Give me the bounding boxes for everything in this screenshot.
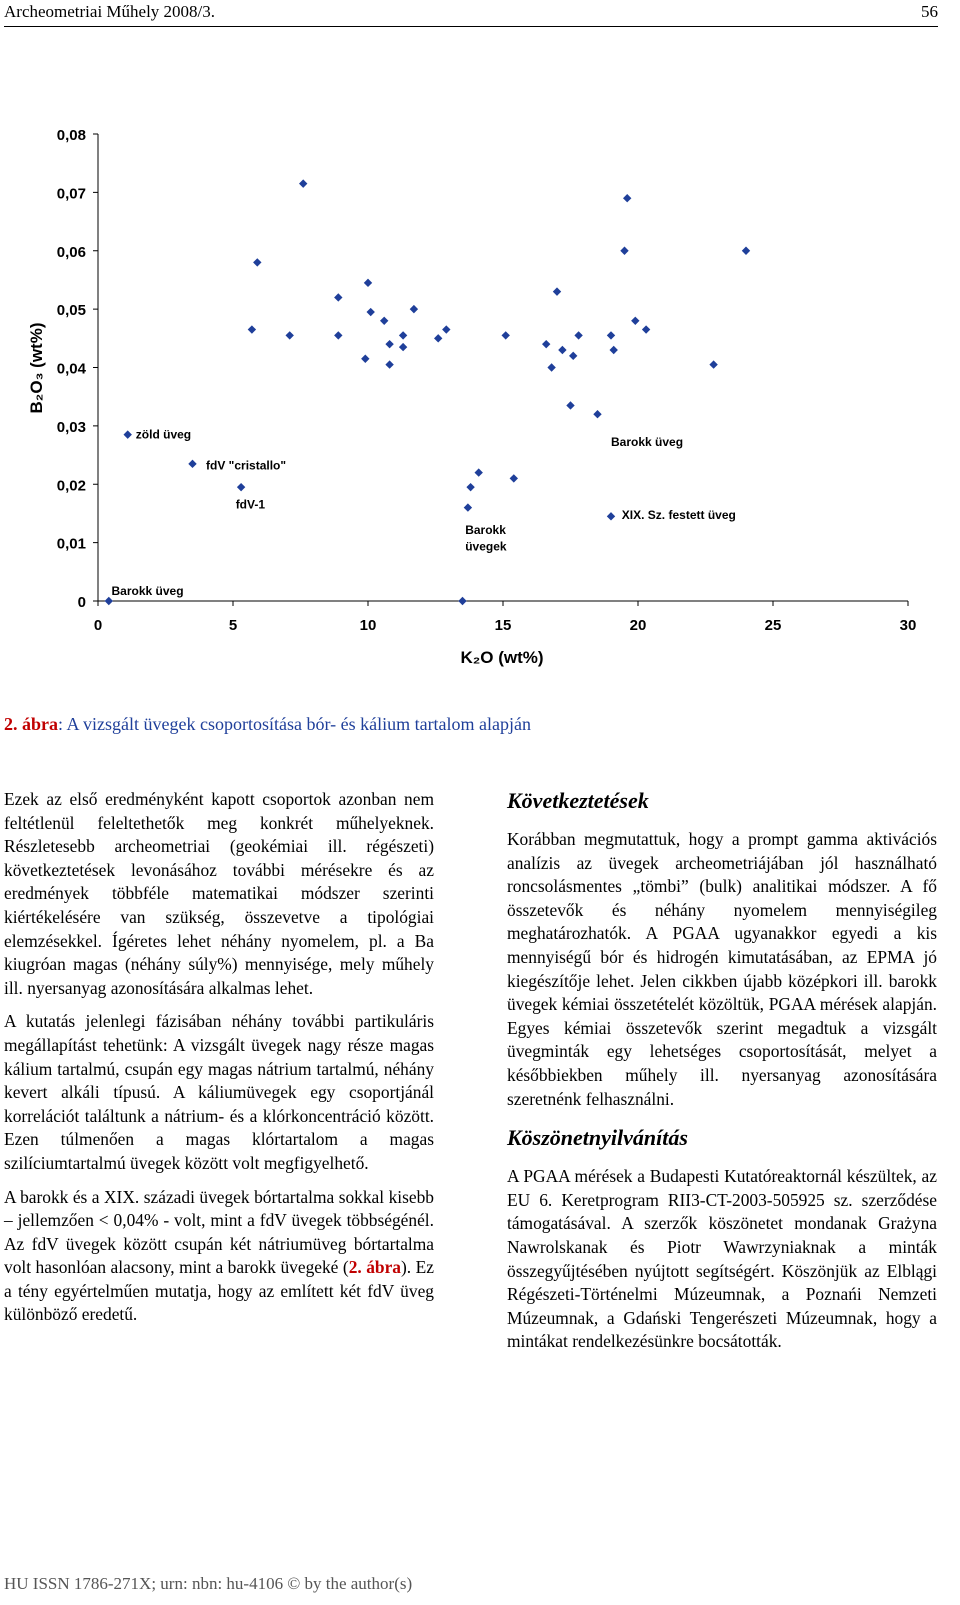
data-point — [607, 331, 615, 339]
section-heading: Köszönetnyilvánítás — [507, 1125, 688, 1151]
annotation-label: Barokk üveg — [111, 584, 184, 599]
data-point — [475, 468, 483, 476]
data-point — [364, 279, 372, 287]
data-point — [574, 331, 582, 339]
data-point — [458, 597, 466, 605]
data-point — [334, 331, 342, 339]
data-point — [334, 293, 342, 301]
data-point — [558, 346, 566, 354]
annotation-label: fdV "cristallo" — [206, 458, 287, 473]
paragraph-text: ). Ez a tény egyértelműen mutatja, hogy az említett két fdV üveg különböző eredetű. — [4, 1257, 434, 1325]
x-tick-label: 25 — [764, 617, 782, 634]
data-point — [299, 179, 307, 187]
paragraph — [4, 1186, 434, 1328]
paragraph-text: A barokk és a XIX. századi üvegek bórtartalma sokkal kisebb – jellemzően < 0,04% - volt, mint a fdV üvegek többségénél. Az fdV üvegek között csupán két nátriumüveg bórtartalma volt hasonlóan alacsony, mint a barokk üvegeké ( — [4, 1186, 434, 1278]
data-point — [248, 325, 256, 333]
x-tick-label: 30 — [899, 617, 917, 634]
figure-caption-text: : A vizsgált üvegek csoportosítása bór- és kálium tartalom alapján — [58, 714, 532, 734]
y-tick-label: 0,04 — [56, 360, 86, 378]
data-point — [442, 325, 450, 333]
x-tick-label: 10 — [359, 617, 377, 634]
figure-reference[interactable]: 2. ábra — [348, 1257, 402, 1278]
chart-points — [105, 179, 751, 605]
data-point — [253, 258, 261, 266]
data-point — [124, 430, 132, 438]
page-footer: HU ISSN 1786-271X; urn: nbn: hu-4106 © by the author(s) — [4, 1574, 413, 1593]
y-tick-label: 0,07 — [56, 185, 86, 203]
data-point — [742, 247, 750, 255]
section-heading: Következtetések — [507, 788, 649, 813]
data-point — [380, 317, 388, 325]
y-tick-label: 0,03 — [56, 418, 86, 436]
annotation-label: üvegek — [465, 539, 507, 554]
y-tick-label: 0,01 — [56, 535, 86, 553]
annotation-label: fdV-1 — [235, 497, 266, 512]
data-point — [361, 355, 369, 363]
y-tick-label: 0,05 — [56, 302, 86, 320]
left-column — [4, 788, 434, 1337]
data-point — [593, 410, 601, 418]
paragraph: A kutatás jelenlegi fázisában néhány további partikuláris megállapítást tehetünk: A vizsgált üvegek nagy része magas kálium tartalmú, csupán egy magas nátrium tartalmú, néhány kevert alkáli típusú. A káliumüvegek egy csoportjánál korrelációt találtunk a nátrium- és a klórkoncentráció között. Ezen túlmenően a magas klórtartalom a magas szilíciumtartalmú üvegek között volt megfigyelhető. — [4, 1011, 434, 1173]
right-column — [507, 788, 937, 1364]
data-point — [464, 503, 472, 511]
y-tick-label: 0,08 — [56, 127, 86, 144]
paragraph: A PGAA mérések a Budapesti Kutatóreaktornál készültek, az EU 6. Keretprogram RII3-CT-2003-505925 sz. szerződése támogatásával. A szerzők köszönetet mondanak Grażyna Nawrolskanak és Piotr Wawrzyniaknak a minták összegyűjtésében nyújtott segítségért. Köszönjük az Elblągi Régészeti-Történelmi Múzeumnak, a Poznańi Nemzeti Múzeumnak, a Gdański Tengerészeti Múzeumnak, hogy a mintákat rendelkezésünkre bocsátották. — [507, 1166, 937, 1352]
data-point — [286, 331, 294, 339]
data-point — [399, 331, 407, 339]
y-tick-label: 0,02 — [56, 477, 86, 495]
data-point — [510, 474, 518, 482]
data-point — [620, 247, 628, 255]
data-point — [385, 340, 393, 348]
data-point — [410, 305, 418, 313]
data-point — [385, 360, 393, 368]
data-point — [542, 340, 550, 348]
chart-annotations — [112, 428, 736, 598]
annotation-label: Barokk üveg — [611, 435, 684, 450]
data-point — [367, 308, 375, 316]
data-point — [642, 325, 650, 333]
y-axis-label: B₂O₃ (wt%) — [27, 322, 46, 414]
data-point — [566, 401, 574, 409]
x-tick-label: 0 — [93, 617, 103, 634]
x-tick-label: 20 — [629, 617, 647, 634]
annotation-label: XIX. Sz. festett üveg — [621, 508, 736, 523]
scatter-chart — [0, 115, 960, 690]
journal-title: Archeometriai Műhely 2008/3. — [4, 2, 216, 21]
x-tick-label: 15 — [494, 617, 512, 634]
figure-label: 2. ábra — [4, 714, 58, 734]
page-number: 56 — [921, 2, 938, 21]
annotation-label: Barokk — [465, 522, 506, 537]
annotation-label: zöld üveg — [135, 427, 192, 442]
x-tick-label: 5 — [228, 617, 238, 634]
data-point — [399, 343, 407, 351]
data-point — [547, 363, 555, 371]
data-point — [709, 360, 717, 368]
data-point — [502, 331, 510, 339]
figure-caption — [4, 714, 531, 735]
x-axis-label: K₂O (wt%) — [460, 648, 544, 667]
paragraph: Ezek az első eredményként kapott csoportok azonban nem feltétlenül feleltethetők meg konkrét műhelyeknek. Részletesebb archeometriai (geokémiai ill. régészeti) következtetések levonásához további mérésekre és az eredmények többféle matematikai módszer szerinti kiértékelésére van szükség, összevetve a tipológiai elemzésekkel. Ígéretes lehet néhány nyomelem, pl. a Ba kiugróan magas (néhány súly%) mennyisége, mely műhely ill. nyersanyag azonosítására alkalmas lehet. — [4, 789, 434, 998]
chart-ticks — [57, 127, 917, 634]
data-point — [188, 460, 196, 468]
data-point — [610, 346, 618, 354]
data-point — [607, 512, 615, 520]
page-header — [4, 0, 938, 27]
data-point — [434, 334, 442, 342]
data-point — [466, 483, 474, 491]
paragraph: Korábban megmutattuk, hogy a prompt gamma aktivációs analízis az üvegek archeometriájában jól használható roncsolásmentes „tömbi” (bulk) analitikai módszer. A fő összetevők és néhány nyomelem mennyiségileg meghatározhatók. A PGAA ugyanakkor egyedi a kis mennyiségű bór és hidrogén kimutatásában, az EPMA jó kiegészítője lehet. Jelen cikkben újabb középkori ill. barokk üvegek kémiai összetételét közöltük, PGAA mérések alapján. Egyes kémiai összetevők szerint megadtuk a vizsgált üvegminták egy lehetséges csoportosítását, melyet a későbbiekben műhely ill. nyersanyag azonosítására szeretnénk felhasználni. — [507, 829, 937, 1109]
y-tick-label: 0 — [77, 594, 86, 611]
data-point — [553, 287, 561, 295]
y-tick-label: 0,06 — [56, 243, 86, 261]
data-point — [569, 352, 577, 360]
data-point — [237, 483, 245, 491]
data-point — [631, 317, 639, 325]
data-point — [623, 194, 631, 202]
